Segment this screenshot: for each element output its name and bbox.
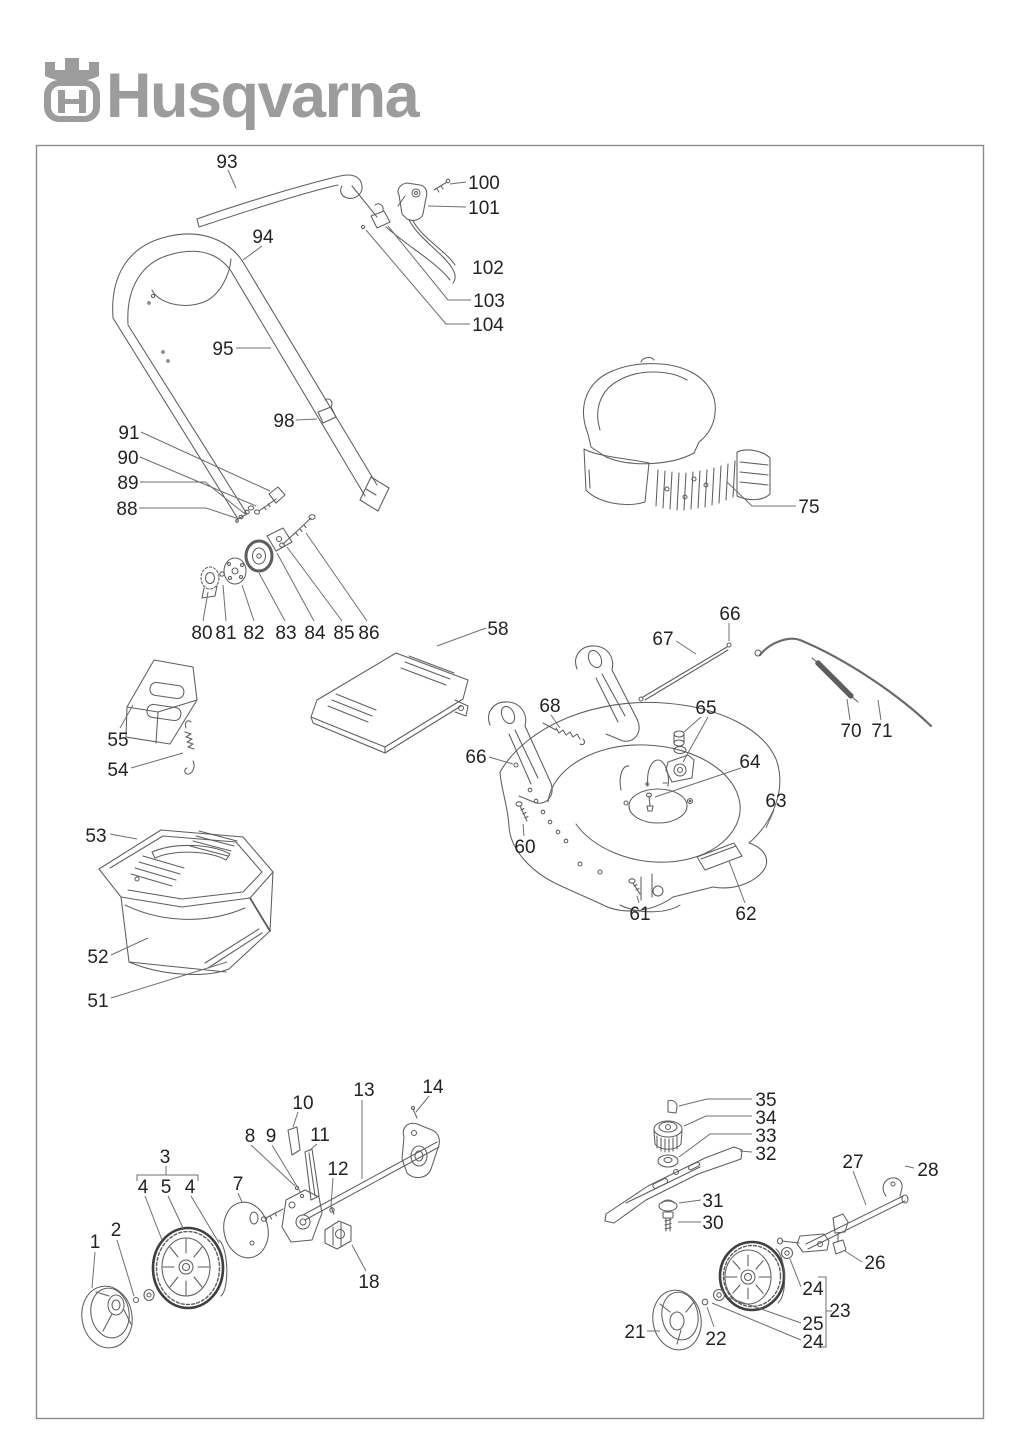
leader-line-25 [727,1297,801,1323]
leader-line-86 [306,533,367,621]
part-label-65-25: 65 [695,697,717,719]
leader-line-27 [853,1171,866,1205]
part-label-100-1: 100 [468,172,500,194]
part-label-28-59: 28 [917,1159,939,1181]
mulch-cover-art [311,653,468,753]
part-label-104-6: 104 [472,314,504,336]
leader-line-65 [684,717,701,732]
part-label-4-49: 4 [184,1176,196,1198]
guard-bar-art [755,639,931,726]
part-label-98-8: 98 [273,410,295,432]
part-label-103-5: 103 [473,290,505,312]
rear-axle-art [778,1178,909,1254]
part-label-101-2: 101 [468,197,500,219]
part-label-7-50: 7 [232,1173,244,1195]
part-label-67-23: 67 [652,628,674,650]
leader-line-62 [729,861,745,903]
leader-line-101 [428,206,466,207]
leader-line-100 [450,182,466,184]
part-label-84-18: 84 [304,622,326,644]
part-label-90-10: 90 [117,447,139,469]
part-label-54-35: 54 [107,759,129,781]
part-label-82-16: 82 [243,622,265,644]
part-label-3-46: 3 [159,1146,171,1168]
part-label-32-57: 32 [755,1143,777,1165]
part-label-64-29: 64 [739,751,761,773]
part-label-53-36: 53 [85,825,107,847]
leader-line-61 [637,896,639,903]
part-label-75-13: 75 [798,496,820,518]
part-label-34-55: 34 [755,1107,777,1129]
leader-line-4 [191,1196,219,1243]
part-label-26-62: 26 [864,1252,886,1274]
part-label-85-19: 85 [333,622,355,644]
leader-line-84 [277,553,314,621]
part-label-88-12: 88 [116,498,138,520]
part-label-14-40: 14 [422,1076,444,1098]
part-label-35-54: 35 [755,1089,777,1111]
leader-line-58 [437,628,486,646]
leader-line-53 [110,834,137,839]
leader-line-12 [331,1178,333,1206]
part-label-70-26: 70 [840,720,862,742]
engine-art [584,358,770,510]
husqvarna-crown-icon [44,58,100,122]
part-label-11-44: 11 [310,1124,330,1146]
part-label-62-33: 62 [735,903,757,925]
part-label-2-51: 2 [110,1219,122,1241]
part-label-4-47: 4 [137,1176,149,1198]
diagram-frame [37,146,984,1419]
front-wheel-art [77,1107,439,1352]
leader-line-89 [140,482,245,514]
leader-line-14 [416,1096,429,1112]
leader-line-54 [131,753,183,768]
leader-line-5 [168,1196,184,1230]
part-label-33-56: 33 [755,1125,777,1147]
part-label-24-66: 24 [802,1331,824,1353]
leader-line-24 [790,1259,801,1287]
deck-hardware-art [201,515,315,598]
leader-line-80 [203,592,208,621]
leader-line-63 [766,810,774,828]
husqvarna-logo [44,58,421,131]
leader-line-28 [905,1166,914,1168]
leader-line-31 [679,1200,701,1203]
leader-line-51 [111,962,227,998]
part-labels-layer [85,152,938,1353]
leader-line-94 [243,246,262,260]
leader-line-67 [676,641,696,654]
part-label-5-48: 5 [160,1176,172,1198]
leader-line-85 [287,547,342,621]
part-label-21-67: 21 [624,1321,646,1343]
part-label-55-34: 55 [107,729,129,751]
part-label-31-60: 31 [702,1190,724,1212]
leader-line-81 [223,585,226,621]
part-label-51-38: 51 [87,990,109,1012]
part-label-83-17: 83 [275,622,297,644]
part-label-27-58: 27 [842,1151,864,1173]
leader-line-82 [242,585,254,621]
leader-line-71 [878,700,881,720]
part-label-22-68: 22 [705,1328,727,1350]
part-label-58-21: 58 [487,618,509,640]
part-label-91-9: 91 [118,422,140,444]
part-label-89-11: 89 [117,472,139,494]
upper-handle-art [197,175,362,227]
part-label-13-39: 13 [353,1079,375,1101]
part-label-71-27: 71 [871,720,893,742]
part-label-10-41: 10 [292,1092,314,1114]
leader-line-103 [388,226,471,300]
part-label-102-4: 102 [472,257,504,279]
part-label-30-61: 30 [702,1212,724,1234]
leader-line-35 [679,1099,752,1106]
diagram-art [77,172,931,1354]
part-label-9-43: 9 [265,1125,277,1147]
leader-line-60 [523,824,524,836]
part-label-1-52: 1 [89,1231,101,1253]
part-label-95-7: 95 [212,338,234,360]
handle-fasteners-art [236,487,285,522]
grass-catcher-art [99,830,273,974]
part-label-80-14: 80 [191,622,213,644]
part-label-66-28: 66 [465,746,487,768]
part-label-52-37: 52 [87,946,109,968]
leader-line-88 [139,508,239,519]
leader-line-70 [847,699,850,720]
part-label-81-15: 81 [215,622,237,644]
part-label-24-63: 24 [802,1278,824,1300]
leader-line-52 [111,938,148,955]
part-label-93-0: 93 [216,151,238,173]
leader-line-8 [251,1145,295,1186]
leader-line-26 [845,1251,862,1262]
part-label-86-20: 86 [358,622,380,644]
part-label-8-42: 8 [244,1125,256,1147]
leader-line-98 [296,419,317,420]
part-label-94-3: 94 [252,226,274,248]
leader-line-10 [293,1112,298,1127]
leader-line-34 [684,1116,752,1126]
brand-wordmark: Husqvarna [106,61,419,131]
part-label-18-53: 18 [358,1271,380,1293]
part-label-63-30: 63 [765,790,787,812]
mulch-insert-art [126,660,197,774]
part-label-12-45: 12 [327,1158,349,1180]
deck-art [489,643,780,912]
part-label-68-24: 68 [539,695,561,717]
leader-line-104 [366,230,470,324]
leader-line-4 [145,1196,162,1240]
lower-handle-art [113,234,389,519]
leader-line-1 [92,1252,95,1288]
part-label-25-65: 25 [802,1313,824,1335]
part-label-23-64: 23 [829,1300,851,1322]
part-label-61-32: 61 [629,903,651,925]
leader-line-22 [707,1307,714,1327]
leader-line-18 [352,1245,366,1271]
leader-line-83 [259,573,285,621]
part-label-66-22: 66 [719,603,741,625]
leader-line-2 [117,1240,134,1296]
part-label-60-31: 60 [514,836,536,858]
